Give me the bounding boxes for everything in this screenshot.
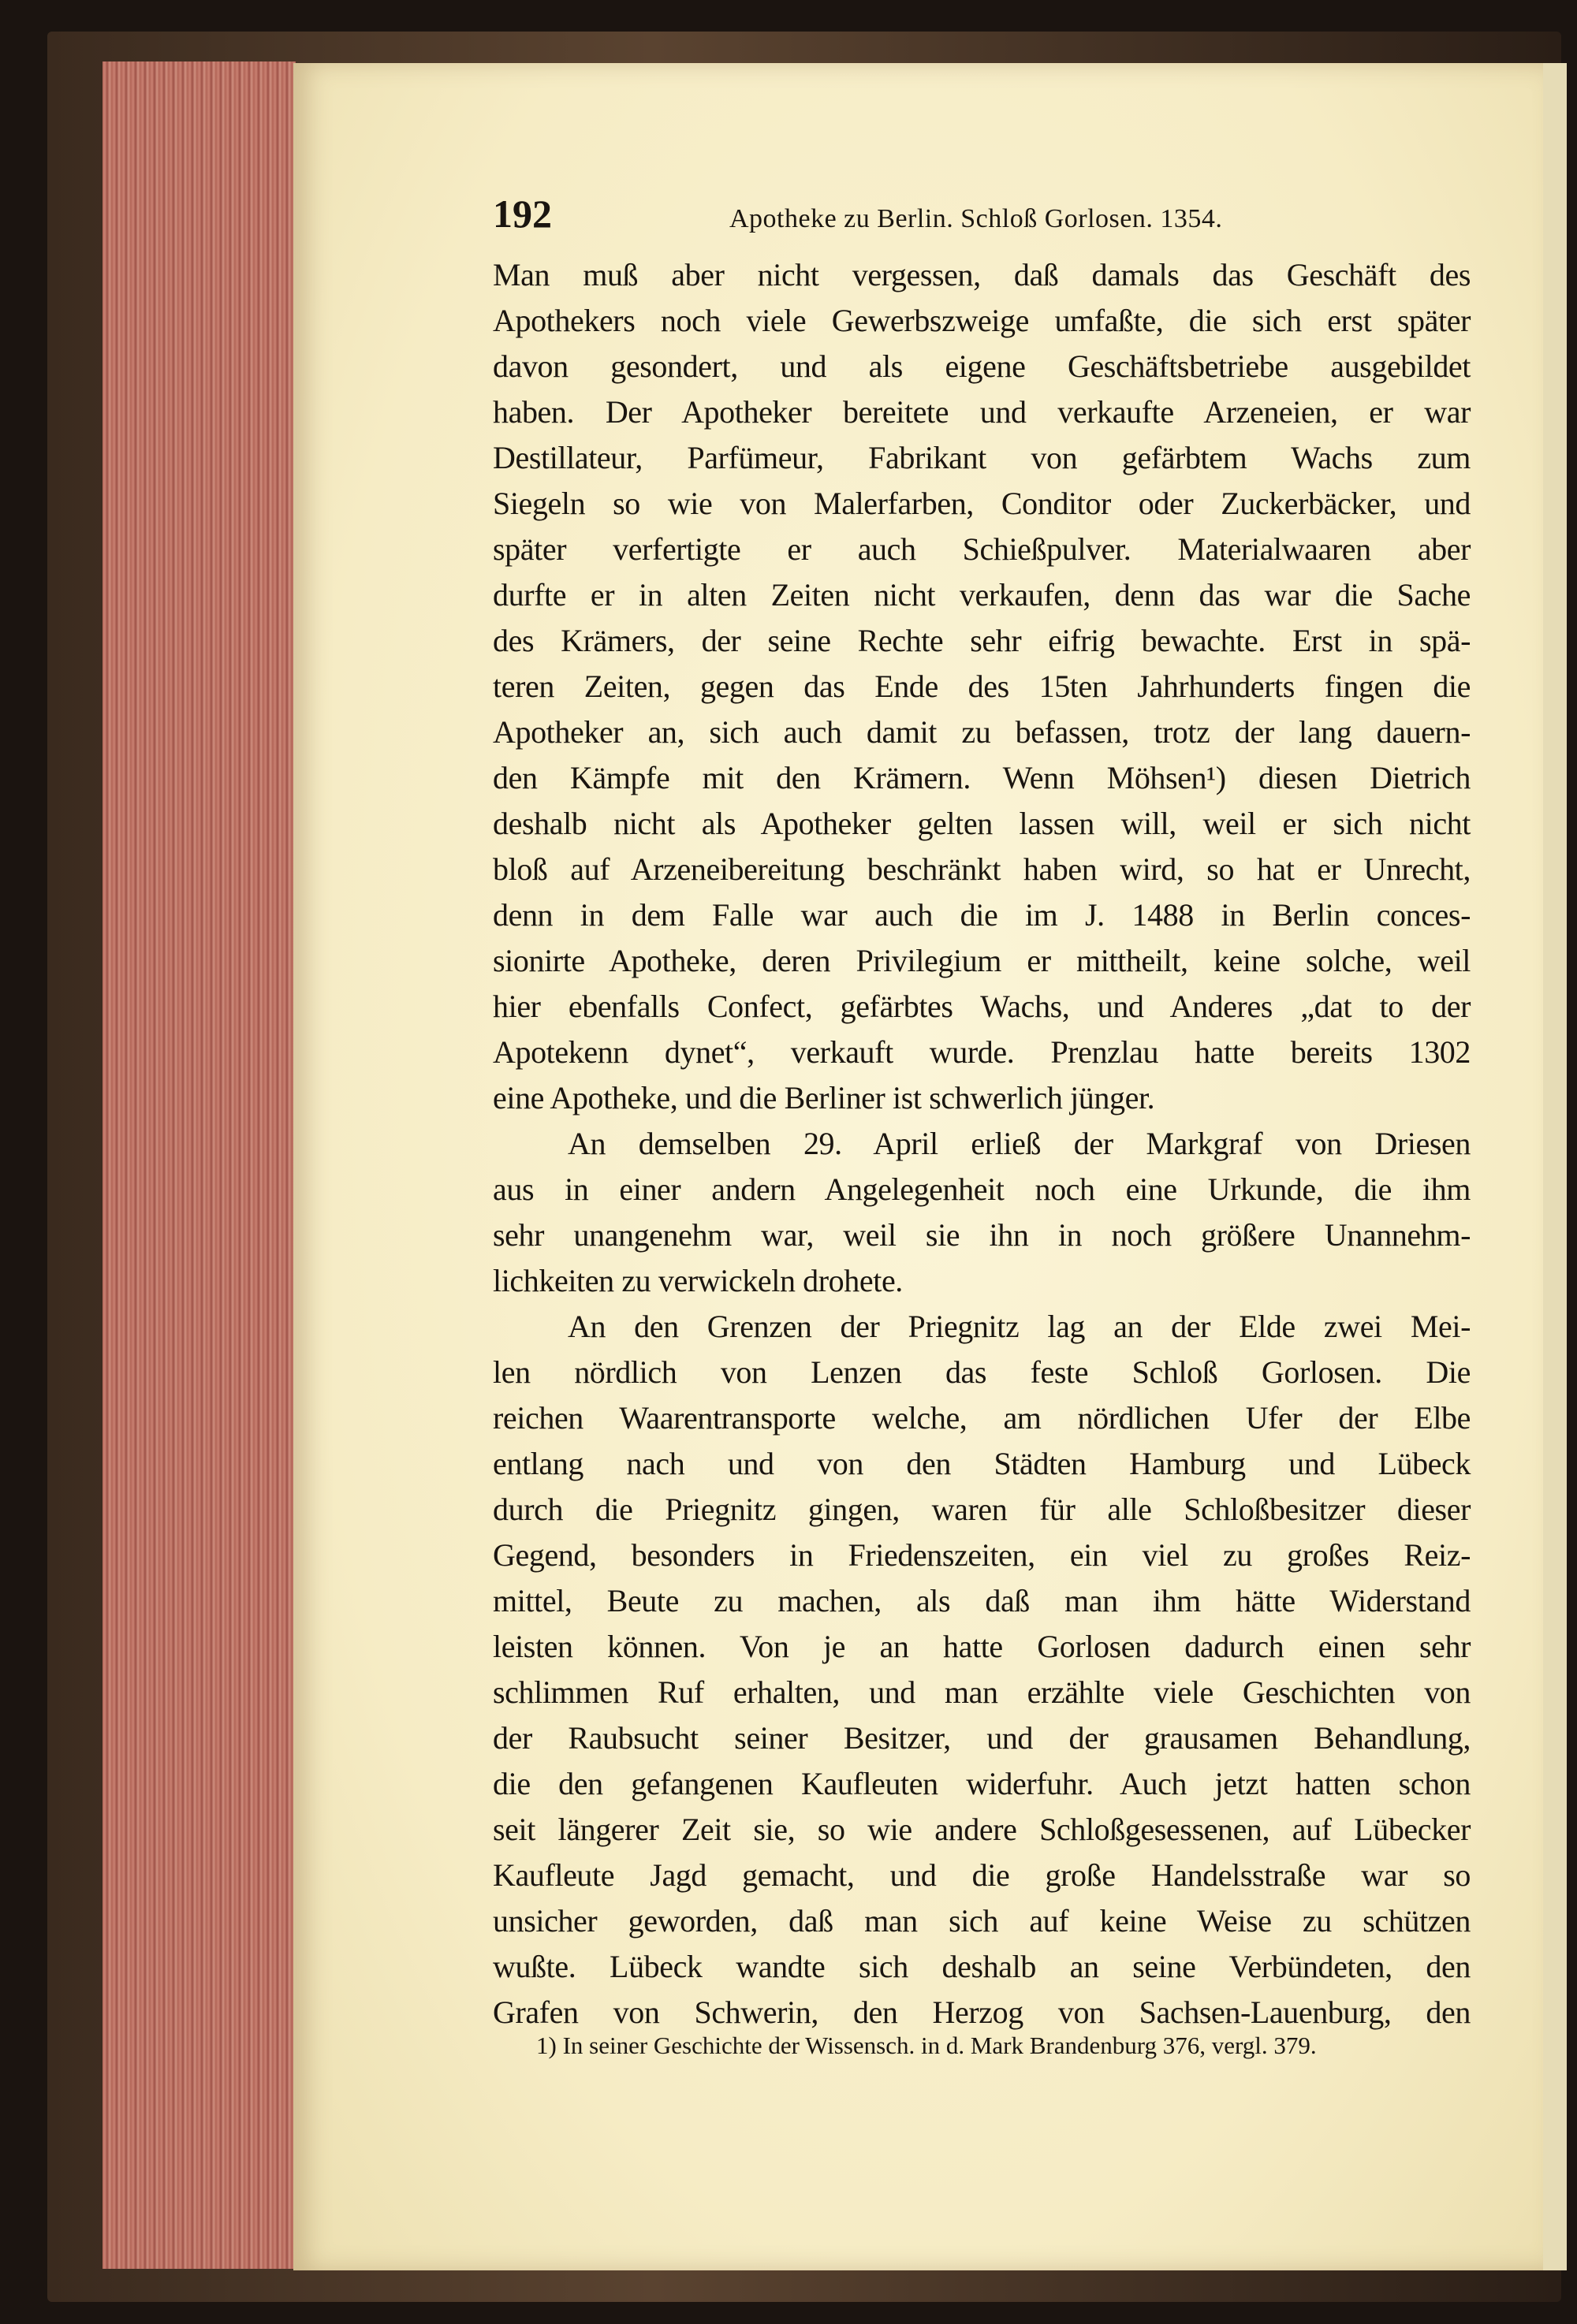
text-line: später verfertigte er auch Schießpulver. Materialwaaren aber xyxy=(493,531,1471,567)
text-line: der Raubsucht seiner Besitzer, und der grausamen Behandlung, xyxy=(493,1720,1471,1756)
text-line: An demselben 29. April erließ der Markgraf von Driesen xyxy=(568,1126,1471,1161)
body-text xyxy=(493,252,1471,2035)
running-title: Apotheke zu Berlin. Schloß Gorlosen. 1354. xyxy=(729,204,1223,233)
text-line: aus in einer andern Angelegenheit noch eine Urkunde, die ihm xyxy=(493,1171,1471,1207)
text-line: leisten können. Von je an hatte Gorlosen dadurch einen sehr xyxy=(493,1629,1471,1664)
page-number: 192 xyxy=(493,192,552,236)
text-line: bloß auf Arzeneibereitung beschränkt haben wird, so hat er Unrecht, xyxy=(493,851,1471,887)
text-line: sehr unangenehm war, weil sie ihn in noch größere Unannehm- xyxy=(493,1217,1471,1253)
text-line: Apotheker an, sich auch damit zu befassen, trotz der lang dauern- xyxy=(493,714,1471,750)
text-line: davon gesondert, und als eigene Geschäftsbetriebe ausgebildet xyxy=(493,348,1471,384)
text-line: reichen Waarentransporte welche, am nördlichen Ufer der Elbe xyxy=(493,1400,1471,1436)
text-line: Apothekers noch viele Gewerbszweige umfaßte, die sich erst später xyxy=(493,303,1471,338)
page-header xyxy=(493,189,1471,238)
text-line: seit längerer Zeit sie, so wie andere Schloßgesessenen, auf Lübecker xyxy=(493,1812,1471,1847)
paragraph xyxy=(493,252,1471,1121)
text-line: Kaufleute Jagd gemacht, und die große Handelsstraße war so xyxy=(493,1857,1471,1893)
text-line: deshalb nicht als Apotheker gelten lassen will, weil er sich nicht xyxy=(493,806,1471,841)
text-line: eine Apotheke, und die Berliner ist schwerlich jünger. xyxy=(493,1080,1155,1115)
page-fore-edge xyxy=(103,61,296,2269)
text-line: Man muß aber nicht vergessen, daß damals das Geschäft des xyxy=(493,257,1471,292)
text-line: Gegend, besonders in Friedenszeiten, ein viel zu großes Reiz- xyxy=(493,1537,1471,1573)
text-line: Destillateur, Parfümeur, Fabrikant von gefärbtem Wachs zum xyxy=(493,440,1471,475)
text-line: hier ebenfalls Confect, gefärbtes Wachs, und Anderes „dat to der xyxy=(493,989,1471,1024)
text-line: Siegeln so wie von Malerfarben, Conditor oder Zuckerbäcker, und xyxy=(493,486,1471,521)
text-line: denn in dem Falle war auch die im J. 1488 in Berlin conces- xyxy=(493,897,1471,933)
text-line: An den Grenzen der Priegnitz lag an der Elde zwei Mei- xyxy=(568,1309,1471,1344)
text-line: Grafen von Schwerin, den Herzog von Sachsen-Lauenburg, den xyxy=(493,1994,1471,2030)
text-line: schlimmen Ruf erhalten, und man erzählte viele Geschichten von xyxy=(493,1674,1471,1710)
text-line: durch die Priegnitz gingen, waren für alle Schloßbesitzer dieser xyxy=(493,1492,1471,1527)
text-line: Apotekenn dynet“, verkauft wurde. Prenzlau hatte bereits 1302 xyxy=(493,1034,1471,1070)
text-line: teren Zeiten, gegen das Ende des 15ten Jahrhunderts fingen die xyxy=(493,669,1471,704)
paragraph xyxy=(493,1121,1471,1304)
page-gutter xyxy=(1543,63,1567,2270)
text-line: entlang nach und von den Städten Hamburg und Lübeck xyxy=(493,1446,1471,1481)
text-line: sionirte Apotheke, deren Privilegium er mittheilt, keine solche, weil xyxy=(493,943,1471,978)
paragraph xyxy=(493,1304,1471,2035)
text-line: den Kämpfe mit den Krämern. Wenn Möhsen¹) diesen Dietrich xyxy=(493,760,1471,795)
text-line: durfte er in alten Zeiten nicht verkaufen, denn das war die Sache xyxy=(493,577,1471,613)
text-line: lichkeiten zu verwickeln drohete. xyxy=(493,1263,903,1298)
text-line: unsicher geworden, daß man sich auf keine Weise zu schützen xyxy=(493,1903,1471,1939)
text-line: wußte. Lübeck wandte sich deshalb an seine Verbündeten, den xyxy=(493,1949,1471,1984)
text-line: des Krämers, der seine Rechte sehr eifrig bewachte. Erst in spä- xyxy=(493,623,1471,658)
text-line: mittel, Beute zu machen, als daß man ihm hätte Widerstand xyxy=(493,1583,1471,1618)
footnote: 1) In seiner Geschichte der Wissensch. in d. Mark Brandenburg 376, vergl. 379. xyxy=(536,2032,1317,2059)
text-line: haben. Der Apotheker bereitete und verkaufte Arzeneien, er war xyxy=(493,394,1471,430)
text-line: len nördlich von Lenzen das feste Schloß Gorlosen. Die xyxy=(493,1354,1471,1390)
text-line: die den gefangenen Kaufleuten widerfuhr. Auch jetzt hatten schon xyxy=(493,1766,1471,1801)
